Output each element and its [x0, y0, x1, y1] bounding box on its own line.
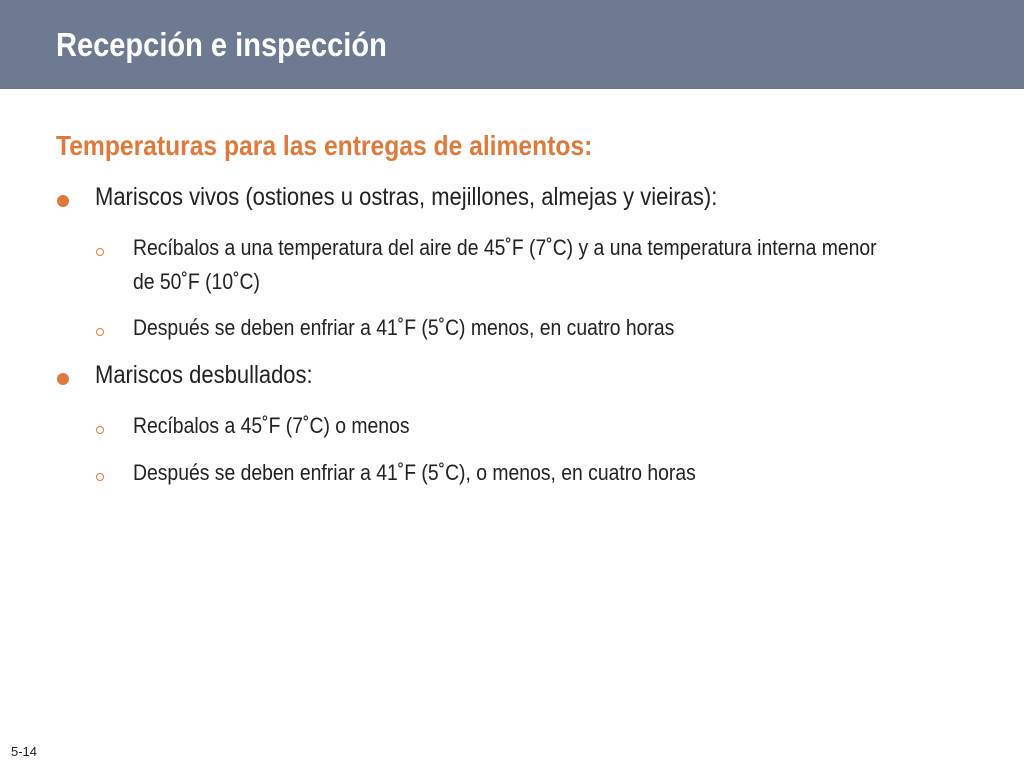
title-bar [0, 0, 1024, 89]
sub-bullet-item: Después se deben enfriar a 41˚F (5˚C) menos, en cuatro horas [133, 315, 675, 340]
bullet-item-shucked-shellfish: Mariscos desbullados: [95, 361, 313, 389]
hollow-circle-bullet-icon [96, 328, 104, 336]
section-heading: Temperaturas para las entregas de alimentos: [56, 130, 593, 161]
hollow-circle-bullet-icon [96, 473, 104, 481]
filled-circle-bullet-icon [57, 373, 69, 385]
filled-circle-bullet-icon [57, 195, 69, 207]
bullet-item-live-shellfish: Mariscos vivos (ostiones u ostras, mejillones, almejas y vieiras): [95, 183, 718, 211]
hollow-circle-bullet-icon [96, 248, 104, 256]
sub-bullet-item: Recíbalos a una temperatura del aire de 45˚F (7˚C) y a una temperatura interna menor de 50˚F (10˚C) [133, 235, 877, 294]
hollow-circle-bullet-icon [96, 426, 104, 434]
slide-number: 5-14 [11, 744, 38, 759]
sub-bullet-item: Después se deben enfriar a 41˚F (5˚C), o menos, en cuatro horas [133, 460, 696, 485]
sub-bullet-item: Recíbalos a 45˚F (7˚C) o menos [133, 413, 410, 438]
slide-title: Recepción e inspección [56, 26, 387, 63]
